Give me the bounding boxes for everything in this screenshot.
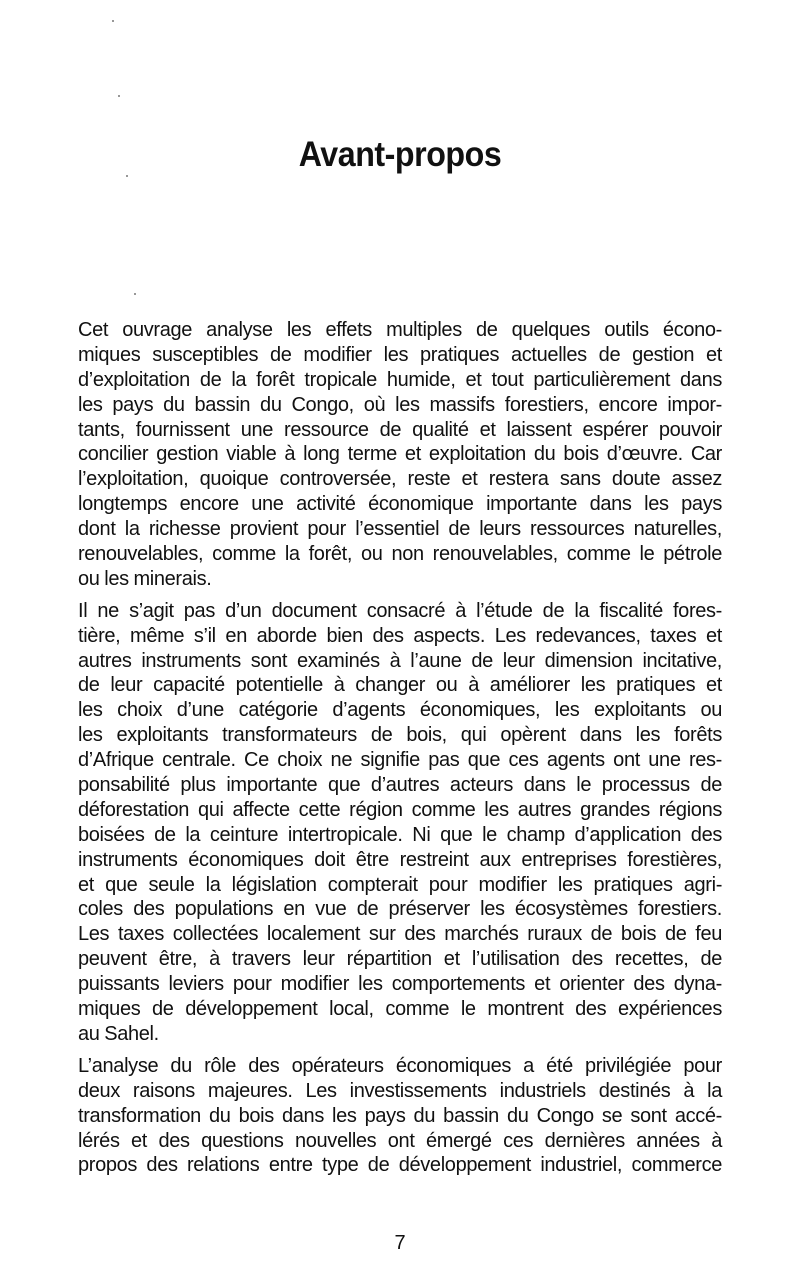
text-line: propos des relations entre type de développement industriel, commerce xyxy=(78,1154,722,1177)
text-line: les pays du bassin du Congo, où les massifs forestiers, encore impor- xyxy=(78,393,722,416)
text-line: coles des populations en vue de préserver les écosystèmes forestiers. xyxy=(78,898,722,921)
text-line: et que seule la législation compterait pour modifier les pratiques agri- xyxy=(78,873,722,896)
text-line: d’Afrique centrale. Ce choix ne signifie pas que ces agents ont une res- xyxy=(78,749,722,772)
text-line: l’exploitation, quoique controversée, reste et restera sans doute assez xyxy=(78,468,722,491)
text-line: Il ne s’agit pas d’un document consacré à l’étude de la fiscalité fores- xyxy=(78,599,722,622)
page-title: Avant-propos xyxy=(298,135,502,175)
scan-speck xyxy=(112,20,114,22)
text-line: déforestation qui affecte cette région comme les autres grandes régions xyxy=(78,798,722,821)
text-line: transformation du bois dans les pays du bassin du Congo se sont accé- xyxy=(78,1104,722,1127)
paragraph xyxy=(78,599,722,1047)
text-line: miques de développement local, comme le montrent des expériences xyxy=(78,998,722,1021)
text-line: instruments économiques doit être restreint aux entreprises forestières, xyxy=(78,848,722,871)
text-line: au Sahel. xyxy=(78,1022,159,1045)
text-line: ponsabilité plus importante que d’autres acteurs dans le processus de xyxy=(78,774,722,797)
text-line: dont la richesse provient pour l’essentiel de leurs ressources naturelles, xyxy=(78,518,722,541)
text-line: lérés et des questions nouvelles ont émergé ces dernières années à xyxy=(78,1129,722,1152)
text-line: longtemps encore une activité économique importante dans les pays xyxy=(78,493,722,516)
text-line: d’exploitation de la forêt tropicale humide, et tout particulièrement dans xyxy=(78,368,722,391)
text-line: miques susceptibles de modifier les pratiques actuelles de gestion et xyxy=(78,343,722,366)
text-line: tants, fournissent une ressource de qualité et laissent espérer pouvoir xyxy=(78,418,722,441)
text-line: concilier gestion viable à long terme et exploitation du bois d’œuvre. Car xyxy=(78,443,722,466)
text-line: deux raisons majeures. Les investissements industriels destinés à la xyxy=(78,1079,722,1102)
paragraph xyxy=(78,1054,722,1178)
text-line: les choix d’une catégorie d’agents économiques, les exploitants ou xyxy=(78,699,722,722)
text-line: tière, même s’il en aborde bien des aspects. Les redevances, taxes et xyxy=(78,624,722,647)
scan-speck xyxy=(134,293,136,295)
page-number: 7 xyxy=(394,1232,406,1254)
text-line: Les taxes collectées localement sur des marchés ruraux de bois de feu xyxy=(78,923,722,946)
body-text xyxy=(78,318,722,1185)
text-line: autres instruments sont examinés à l’aune de leur dimension incitative, xyxy=(78,649,722,672)
text-line: de leur capacité potentielle à changer ou à améliorer les pratiques et xyxy=(78,674,722,697)
text-line: Cet ouvrage analyse les effets multiples de quelques outils écono- xyxy=(78,319,722,341)
paragraph xyxy=(78,318,722,592)
text-line: boisées de la ceinture intertropicale. Ni que le champ d’application des xyxy=(78,823,722,846)
text-line: puissants leviers pour modifier les comportements et orienter des dyna- xyxy=(78,973,722,996)
scan-speck xyxy=(118,95,120,97)
text-line: L’analyse du rôle des opérateurs économiques a été privilégiée pour xyxy=(78,1054,722,1077)
text-line: les exploitants transformateurs de bois, qui opèrent dans les forêts xyxy=(78,724,722,747)
text-line: peuvent être, à travers leur répartition et l’utilisation des recettes, de xyxy=(78,948,722,971)
text-line: renouvelables, comme la forêt, ou non renouvelables, comme le pétrole xyxy=(78,543,722,566)
text-line: ou les minerais. xyxy=(78,567,212,590)
